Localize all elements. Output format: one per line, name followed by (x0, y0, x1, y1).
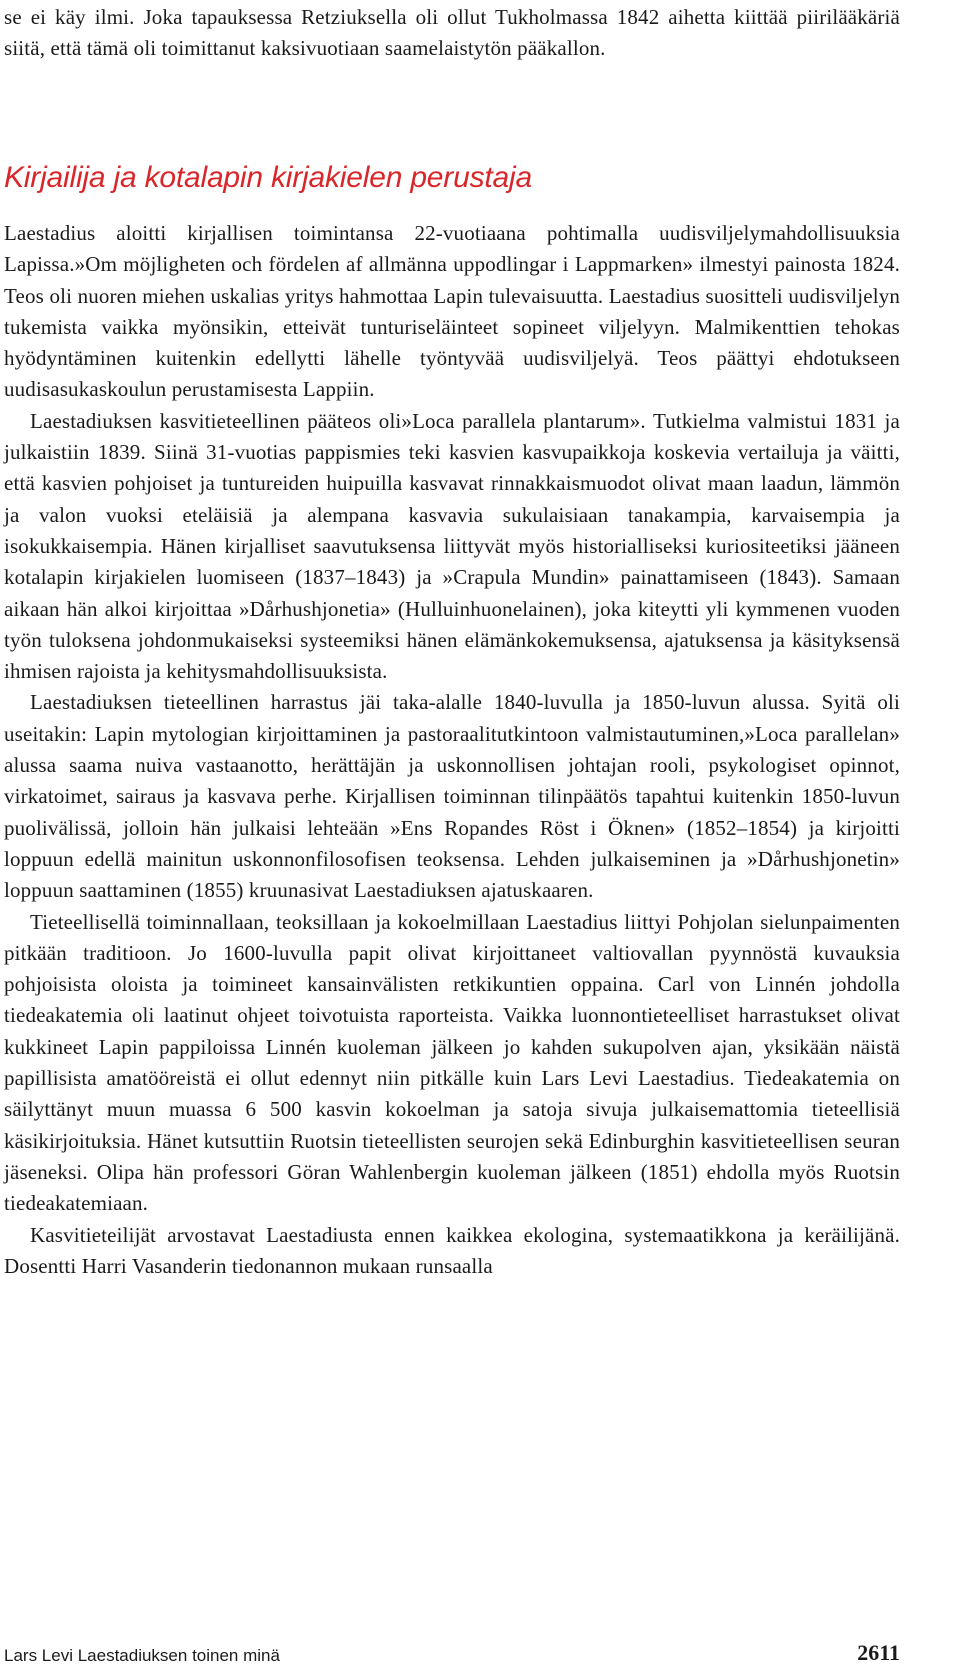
paragraph-2: Laestadiuksen kasvitieteellinen pääteos oli»Loca parallela plantarum». Tutkielma valmistui 1831 ja julkaistiin 1839. Siinä 31-vuotias pappismies teki kasvien kasvupaikkoja koskevia vertailuja ja väitti, että kasvien pohjoiset ja tuntureiden huipuilla kasvavat rinnakkaismuodot olivat maan laadun, lämmön ja valon vuoksi eteläisiä ja alempana kasvavia sukulaisiaan tanakampia, karvaisempia ja isokukkaisempia. Hänen kirjalliset saavutuksensa liittyvät myös historialliseksi kuriositeetiksi jääneen kotalapin kirjakielen luomiseen (1837–1843) ja »Crapula Mundin» painattamiseen (1843). Samaan aikaan hän alkoi kirjoittaa »Dårhushjonetia» (Hulluinhuonelainen), joka kiteytti yli kymmenen vuoden työn tuloksena johdonmukaiseksi systeemiksi hänen elämänkokemuksensa, ajatuksensa ja käsityksensä ihmisen rajoista ja kehitysmahdollisuuksista. (4, 408, 900, 684)
lead-paragraph: se ei käy ilmi. Joka tapauksessa Retziuksella oli ollut Tukholmassa 1842 aihetta kiittää piirilääkäriä siitä, että tämä oli toimittanut kaksivuotiaan saamelaistytön pääkallon. (4, 5, 900, 61)
paragraph-4: Tieteellisellä toiminnallaan, teoksillaan ja kokoelmillaan Laestadius liittyi Pohjolan sielunpaimenten pitkään traditioon. Jo 1600-luvulla papit olivat kirjoittaneet valtiovallan pyynnöstä kuvauksia pohjoisista oloista ja toimineet kansainvälisten retkikuntien oppaina. Carl von Linnén johdolla tiedeakatemia oli laatinut ohjeet toivotuista raporteista. Vaikka luonnontieteelliset harrastukset olivat kukkineet Lapin pappiloissa Linnén kuoleman jälkeen jo kahden sukupolven ajan, yksikään näistä papillisista amatööreistä ei ollut edennyt niin pitkälle kuin Lars Levi Laestadius. Tiedeakatemia on säilyttänyt muun muassa 6 500 kasvin kokoelman ja satoja sivuja julkaisemattomia tieteellisiä käsikirjoituksia. Hänet kutsuttiin Ruotsin tieteellisten seurojen sekä Edinburghin kasvitieteellisen seuran jäseneksi. Olipa hän professori Göran Wahlenbergin kuoleman jälkeen (1851) ehdolla myös Ruotsin tiedeakatemiaan. (4, 909, 900, 1216)
paragraph-3: Laestadiuksen tieteellinen harrastus jäi taka-alalle 1840-luvulla ja 1850-luvun alussa. Syitä oli useitakin: Lapin mytologian kirjoittaminen ja pastoraalitutkintoon valmistautuminen,»Loca parallelan» alussa saama nuiva vastaanotto, herättäjän ja uskonnollisen johtajan rooli, psykologiset opinnot, virkatoimet, sairaus ja kasvava perhe. Kirjallisen toiminnan tilinpäätös tapahtui kuitenkin 1850-luvun puolivälissä, jolloin hän julkaisi lehteään »Ens Ropandes Röst i Öknen» (1852–1854) ja kirjoitti loppuun edellä mainitun uskonnonfilosofisen teoksensa. Lehden julkaiseminen ja »Dårhushjonetin» loppuun saattaminen (1855) kruunasivat Laestadiuksen ajatuskaaren. (4, 690, 900, 903)
page-footer (4, 1630, 900, 1672)
section-body (4, 218, 900, 1282)
paragraph-1: Laestadius aloitti kirjallisen toimintansa 22-vuotiaana pohtimalla uudisviljelymahdollisuuksia Lapissa.»Om möjligheten och fördelen af allmänna uppodlingar i Lappmarken» ilmestyi painosta 1824. Teos oli nuoren miehen uskalias yritys hahmottaa Lapin tulevaisuutta. Laestadius suositteli uudisviljelyn tukemista vaikka myönsikin, etteivät tunturiseläinteet sopineet viljelyyn. Malmikenttien tehokas hyödyntäminen kuitenkin edellytti lähelle työntyvää uudisviljelyä. Teos päättyi ehdotukseen uudisasukaskoulun perustamisesta Lappiin. (4, 221, 900, 402)
section-heading: Kirjailija ja kotalapin kirjakielen perustaja (4, 161, 532, 194)
running-title: Lars Levi Laestadiuksen toinen minä (4, 1646, 280, 1665)
page-number: 2611 (857, 1640, 900, 1665)
paragraph-5: Kasvitieteilijät arvostavat Laestadiusta ennen kaikkea ekologina, systemaatikkona ja keräilijänä. Dosentti Harri Vasanderin tiedonannon mukaan runsaalla (4, 1222, 900, 1278)
